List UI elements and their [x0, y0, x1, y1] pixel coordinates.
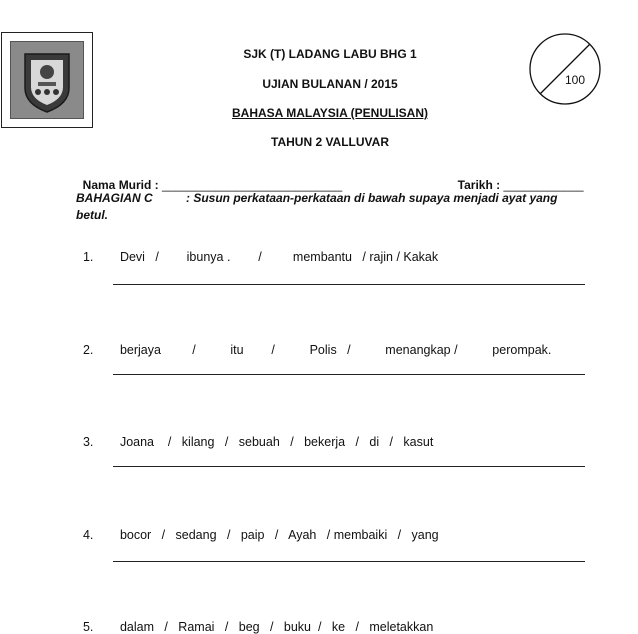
question-number: 4.	[82, 528, 94, 542]
question-words: dalam / Ramai / beg / buku / ke / meletakkan	[119, 620, 434, 634]
class-title: TAHUN 2 VALLUVAR	[271, 135, 389, 149]
instruction-text: : Susun perkataan-perkataan di bawah supaya menjadi ayat yang	[186, 191, 558, 205]
section-tag: BAHAGIAN C	[76, 191, 153, 205]
question-number: 3.	[82, 435, 94, 449]
subject-title: BAHASA MALAYSIA (PENULISAN)	[231, 106, 428, 120]
answer-line-3[interactable]	[113, 466, 585, 467]
question-words: Joana / kilang / sebuah / bekerja / di / kasut	[119, 435, 434, 449]
school-logo-frame	[1, 32, 93, 128]
name-field	[76, 164, 342, 192]
name-blank: ___________________________	[162, 178, 343, 192]
question-number: 1.	[82, 250, 94, 264]
date-field	[451, 164, 584, 192]
school-name: SJK (T) LADANG LABU BHG 1	[243, 47, 417, 61]
score-total: 100	[565, 73, 586, 87]
school-crest-icon	[10, 41, 84, 119]
question-number: 2.	[82, 343, 94, 357]
question-words: berjaya / itu / Polis / menangkap / perompak.	[119, 343, 552, 357]
question-words: Devi / ibunya . / membantu / rajin / Kakak	[119, 250, 439, 264]
answer-line-4[interactable]	[113, 561, 585, 562]
question-number: 5.	[82, 620, 94, 634]
question-4	[76, 514, 439, 542]
question-words: bocor / sedang / paip / Ayah / membaiki / yang	[119, 528, 439, 542]
exam-title: UJIAN BULANAN / 2015	[262, 77, 398, 91]
question-2	[76, 329, 551, 357]
name-label: Nama Murid :	[82, 178, 163, 192]
answer-line-2[interactable]	[113, 374, 585, 375]
date-blank: ____________	[503, 178, 584, 192]
score-circle	[528, 32, 602, 106]
question-3	[76, 421, 433, 449]
question-1	[76, 236, 438, 264]
answer-line-1[interactable]	[113, 284, 585, 285]
date-label: Tarikh :	[457, 178, 504, 192]
section-instruction	[76, 190, 596, 224]
instruction-text-cont: betul.	[76, 208, 108, 222]
